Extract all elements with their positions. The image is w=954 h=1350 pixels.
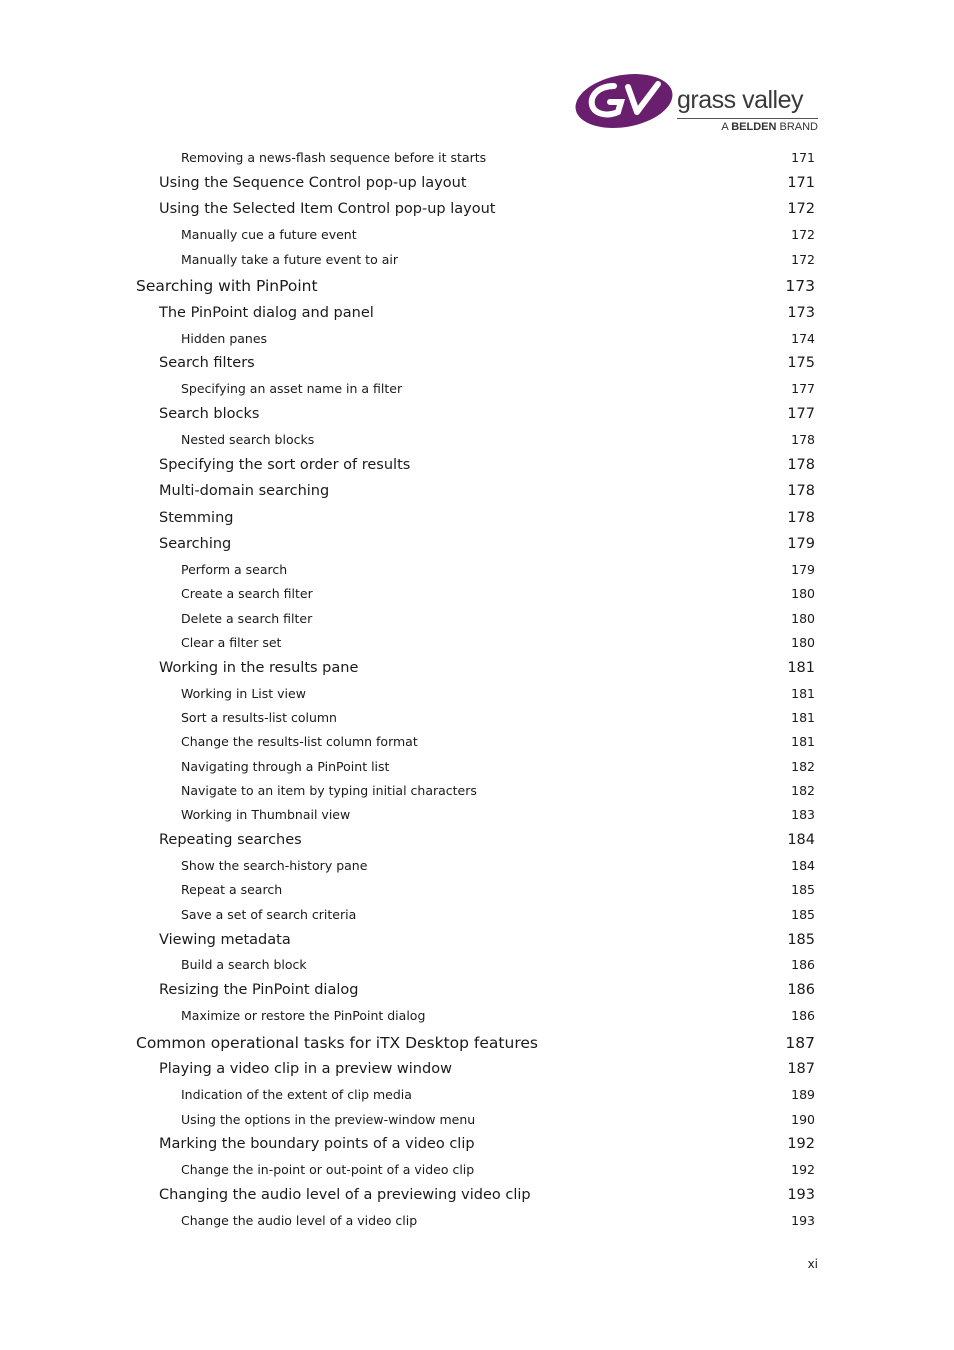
toc-entry-title: Delete a search filter <box>181 611 313 626</box>
toc-entry-page: 174 <box>791 331 815 346</box>
toc-entry-level-2[interactable] <box>159 1187 815 1206</box>
toc-entry-title: Using the Sequence Control pop-up layout <box>159 175 467 191</box>
toc-entry-level-2[interactable] <box>159 932 815 951</box>
toc-entry-title: Specifying the sort order of results <box>159 457 411 473</box>
toc-entry-page: 185 <box>787 932 815 948</box>
toc-entry-title: Maximize or restore the PinPoint dialog <box>181 1008 426 1023</box>
toc-entry-page: 184 <box>791 858 815 873</box>
toc-entry-level-2[interactable] <box>159 1136 815 1155</box>
toc-entry-level-2[interactable] <box>159 201 815 220</box>
toc-entry-level-2[interactable] <box>159 510 815 529</box>
toc-entry-page: 172 <box>787 201 815 217</box>
toc-entry-level-2[interactable] <box>159 660 815 679</box>
toc-entry-title: Repeating searches <box>159 832 302 848</box>
toc-entry-level-2[interactable] <box>159 483 815 502</box>
toc-entry-title: Searching <box>159 536 232 552</box>
toc-entry-title: Working in List view <box>181 686 306 701</box>
toc-entry-title: Change the audio level of a video clip <box>181 1213 418 1228</box>
toc-entry-level-3[interactable] <box>181 734 815 751</box>
toc-entry-page: 178 <box>787 483 815 499</box>
logo-tagline-suffix: BRAND <box>779 121 818 133</box>
toc-entry-title: Viewing metadata <box>159 932 291 948</box>
toc-entry-level-3[interactable] <box>181 331 815 348</box>
toc-entry-page: 173 <box>785 277 815 295</box>
toc-entry-page: 178 <box>787 457 815 473</box>
toc-entry-page: 181 <box>791 734 815 749</box>
toc-entry-title: Using the options in the preview-window menu <box>181 1112 476 1127</box>
toc-entry-level-1[interactable] <box>136 1034 815 1054</box>
toc-entry-level-3[interactable] <box>181 710 815 727</box>
toc-entry-level-3[interactable] <box>181 1112 815 1129</box>
toc-entry-page: 175 <box>787 355 815 371</box>
toc-entry-level-2[interactable] <box>159 832 815 851</box>
toc-entry-level-3[interactable] <box>181 686 815 703</box>
logo-tagline <box>677 121 818 133</box>
toc-entry-title: Marking the boundary points of a video clip <box>159 1136 475 1152</box>
toc-entry-page: 177 <box>787 406 815 422</box>
toc-entry-level-3[interactable] <box>181 432 815 449</box>
toc-entry-page: 192 <box>787 1136 815 1152</box>
toc-entry-title: Changing the audio level of a previewing video clip <box>159 1187 531 1203</box>
toc-entry-level-3[interactable] <box>181 957 815 974</box>
toc-entry-page: 178 <box>787 510 815 526</box>
toc-entry-title: Search blocks <box>159 406 260 422</box>
toc-entry-level-1[interactable] <box>136 277 815 297</box>
toc-entry-title: Navigate to an item by typing initial characters <box>181 783 477 798</box>
toc-entry-title: Change the results-list column format <box>181 734 418 749</box>
toc-entry-page: 179 <box>791 562 815 577</box>
toc-entry-page: 180 <box>791 586 815 601</box>
toc-entry-title: Search filters <box>159 355 255 371</box>
toc-entry-page: 171 <box>787 175 815 191</box>
toc-entry-page: 184 <box>787 832 815 848</box>
toc-entry-title: Nested search blocks <box>181 432 315 447</box>
toc-entry-level-2[interactable] <box>159 175 815 194</box>
toc-entry-page: 186 <box>791 957 815 972</box>
toc-entry-level-3[interactable] <box>181 381 815 398</box>
toc-entry-level-3[interactable] <box>181 1213 815 1230</box>
toc-entry-level-2[interactable] <box>159 305 815 324</box>
toc-entry-page: 189 <box>791 1087 815 1102</box>
toc-entry-level-2[interactable] <box>159 457 815 476</box>
toc-entry-level-3[interactable] <box>181 635 815 652</box>
toc-entry-level-2[interactable] <box>159 1061 815 1080</box>
grass-valley-logo <box>574 70 824 140</box>
logo-tagline-name: BELDEN <box>731 121 777 133</box>
grass-valley-logo-mark-icon <box>574 72 678 130</box>
toc-entry-level-3[interactable] <box>181 759 815 776</box>
toc-entry-level-3[interactable] <box>181 783 815 800</box>
toc-entry-page: 177 <box>791 381 815 396</box>
toc-entry-title: Hidden panes <box>181 331 268 346</box>
toc-entry-title: Change the in-point or out-point of a video clip <box>181 1162 475 1177</box>
toc-entry-level-2[interactable] <box>159 536 815 555</box>
toc-entry-page: 180 <box>791 635 815 650</box>
toc-entry-title: Clear a filter set <box>181 635 282 650</box>
toc-entry-page: 185 <box>791 907 815 922</box>
toc-entry-title: Perform a search <box>181 562 288 577</box>
toc-entry-title: Repeat a search <box>181 882 283 897</box>
toc-entry-page: 192 <box>791 1162 815 1177</box>
toc-entry-level-2[interactable] <box>159 406 815 425</box>
logo-divider <box>677 118 818 119</box>
toc-entry-title: Save a set of search criteria <box>181 907 357 922</box>
toc-entry-level-3[interactable] <box>181 1162 815 1179</box>
toc-entry-title: Navigating through a PinPoint list <box>181 759 390 774</box>
toc-entry-page: 190 <box>791 1112 815 1127</box>
toc-entry-title: Create a search filter <box>181 586 313 601</box>
toc-entry-page: 171 <box>791 150 815 165</box>
toc-entry-title: Indication of the extent of clip media <box>181 1087 412 1102</box>
toc-entry-title: The PinPoint dialog and panel <box>159 305 374 321</box>
toc-entry-page: 183 <box>791 807 815 822</box>
toc-entry-title: Specifying an asset name in a filter <box>181 381 403 396</box>
toc-entry-title: Searching with PinPoint <box>136 277 318 295</box>
toc-entry-page: 179 <box>787 536 815 552</box>
toc-entry-page: 181 <box>791 686 815 701</box>
toc-entry-title: Common operational tasks for iTX Desktop features <box>136 1034 538 1052</box>
toc-entry-title: Resizing the PinPoint dialog <box>159 982 359 998</box>
toc-entry-page: 172 <box>791 227 815 242</box>
logo-wordmark: grass valley <box>677 86 803 114</box>
toc-entry-title: Manually cue a future event <box>181 227 357 242</box>
toc-entry-title: Show the search-history pane <box>181 858 368 873</box>
toc-entry-title: Manually take a future event to air <box>181 252 398 267</box>
toc-entry-title: Removing a news-flash sequence before it starts <box>181 150 487 165</box>
toc-entry-title: Sort a results-list column <box>181 710 337 725</box>
toc-entry-title: Build a search block <box>181 957 307 972</box>
toc-entry-page: 172 <box>791 252 815 267</box>
toc-entry-level-3[interactable] <box>181 562 815 579</box>
toc-entry-level-3[interactable] <box>181 611 815 628</box>
toc-entry-level-3[interactable] <box>181 807 815 824</box>
toc-entry-level-3[interactable] <box>181 586 815 603</box>
toc-entry-page: 193 <box>787 1187 815 1203</box>
toc-entry-page: 180 <box>791 611 815 626</box>
toc-entry-page: 186 <box>791 1008 815 1023</box>
toc-entry-level-3[interactable] <box>181 907 815 924</box>
toc-entry-level-3[interactable] <box>181 858 815 875</box>
toc-entry-page: 193 <box>791 1213 815 1228</box>
toc-entry-level-3[interactable] <box>181 150 815 167</box>
toc-entry-level-3[interactable] <box>181 1087 815 1104</box>
page-number: xi <box>807 1257 818 1271</box>
toc-entry-title: Working in Thumbnail view <box>181 807 351 822</box>
toc-entry-title: Playing a video clip in a preview window <box>159 1061 452 1077</box>
toc-entry-title: Stemming <box>159 510 234 526</box>
toc-entry-page: 182 <box>791 783 815 798</box>
toc-entry-level-3[interactable] <box>181 252 815 269</box>
toc-entry-page: 181 <box>791 710 815 725</box>
toc-entry-page: 178 <box>791 432 815 447</box>
toc-entry-page: 186 <box>787 982 815 998</box>
toc-entry-page: 187 <box>785 1034 815 1052</box>
toc-entry-level-3[interactable] <box>181 882 815 899</box>
toc-entry-page: 181 <box>787 660 815 676</box>
toc-entry-title: Using the Selected Item Control pop-up layout <box>159 201 496 217</box>
toc-entry-page: 187 <box>787 1061 815 1077</box>
toc-entry-level-2[interactable] <box>159 982 815 1001</box>
toc-entry-level-3[interactable] <box>181 227 815 244</box>
toc-entry-title: Multi-domain searching <box>159 483 330 499</box>
toc-entry-level-2[interactable] <box>159 355 815 374</box>
toc-entry-page: 173 <box>787 305 815 321</box>
toc-entry-level-3[interactable] <box>181 1008 815 1025</box>
toc-entry-page: 182 <box>791 759 815 774</box>
toc-entry-page: 185 <box>791 882 815 897</box>
toc-entry-title: Working in the results pane <box>159 660 359 676</box>
logo-tagline-prefix: A <box>721 121 729 133</box>
